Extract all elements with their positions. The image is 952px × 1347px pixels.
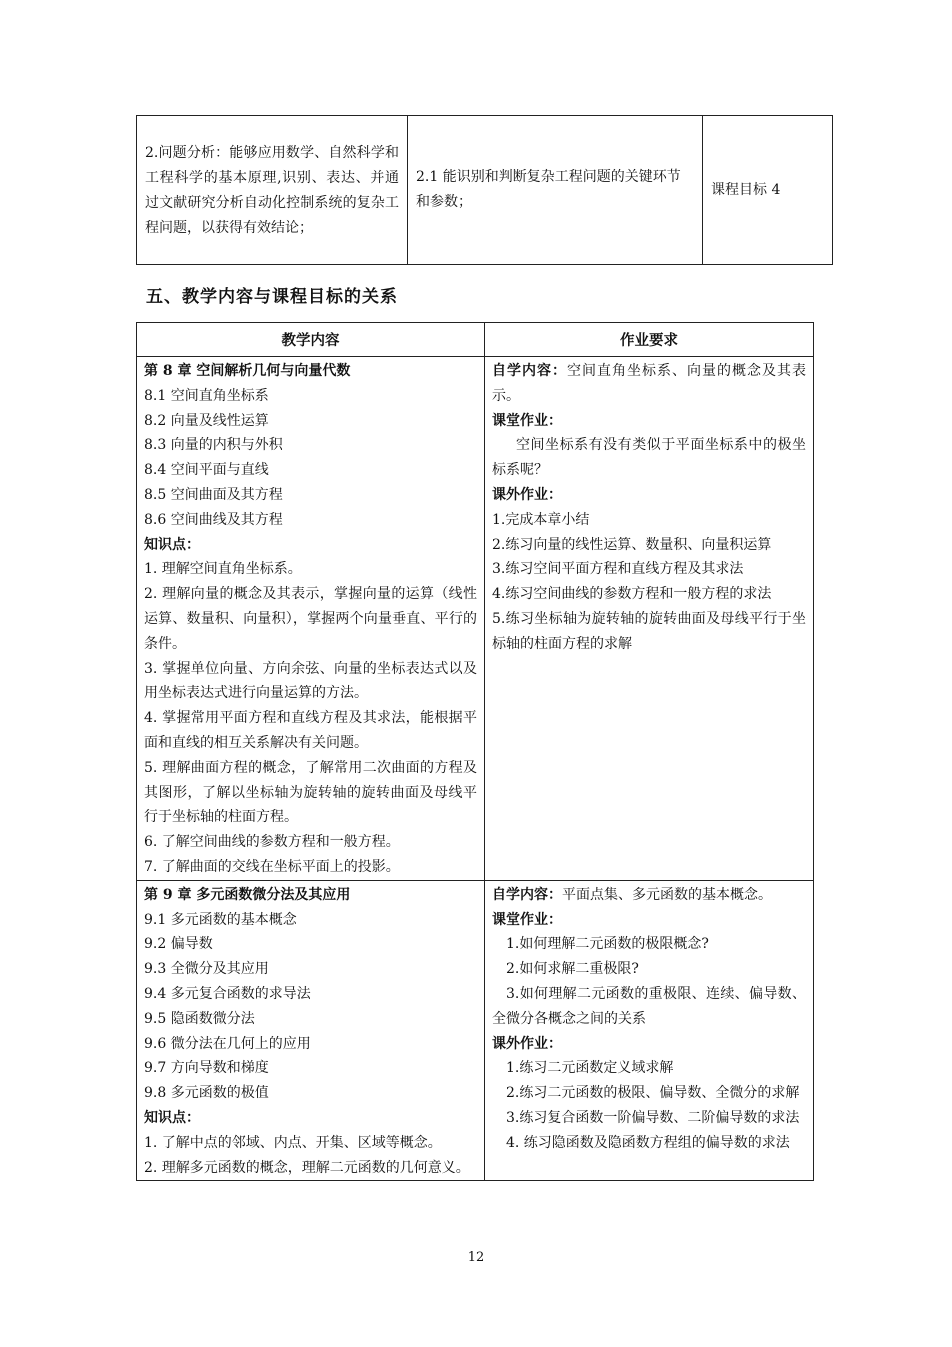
chapter-title: 第 8 章 空间解析几何与向量代数: [144, 363, 351, 379]
table-row: [137, 880, 814, 1181]
section-item: 8.6 空间曲线及其方程: [144, 511, 283, 528]
header-content: 教学内容: [137, 323, 485, 357]
knowledge-item: 1. 理解空间直角坐标系。: [144, 561, 302, 578]
self-study-label: 自学内容：: [492, 363, 567, 379]
section-item: 8.5 空间曲面及其方程: [144, 486, 283, 503]
section-item: 9.6 微分法在几何上的应用: [144, 1035, 311, 1052]
section-item: 9.3 全微分及其应用: [144, 961, 269, 978]
extra-work-item: 3.练习复合函数一阶偏导数、二阶偏导数的求法: [506, 1109, 800, 1126]
indicator-cell: 2.1 能识别和判断复杂工程问题的关键环节和参数；: [408, 116, 703, 265]
content-cell: [137, 357, 485, 881]
class-work-item: 1.如何理解二元函数的极限概念?: [506, 936, 709, 953]
section-item: 9.4 多元复合函数的求导法: [144, 985, 311, 1002]
knowledge-item: 2. 理解向量的概念及其表示，掌握向量的运算（线性运算、数量积、向量积），掌握两个向量垂直、平行的条件。: [144, 586, 477, 652]
section-item: 8.4 空间平面与直线: [144, 462, 269, 479]
table-header-row: [137, 323, 814, 357]
extra-work-label: 课外作业：: [492, 1035, 562, 1052]
section-title: 五、教学内容与课程目标的关系: [146, 287, 398, 307]
extra-work-item: 4.练习空间曲线的参数方程和一般方程的求法: [492, 586, 772, 603]
content-cell: [137, 880, 485, 1181]
section-item: 9.1 多元函数的基本概念: [144, 911, 297, 928]
requirement-cell: 2.问题分析：能够应用数学、自然科学和工程科学的基本原理,识别、表达、并通过文献研究分析自动化控制系统的复杂工程问题，以获得有效结论；: [137, 116, 408, 265]
section-item: 8.1 空间直角坐标系: [144, 387, 269, 404]
knowledge-item: 6. 了解空间曲线的参数方程和一般方程。: [144, 834, 400, 851]
knowledge-item: 1. 了解中点的邻域、内点、开集、区域等概念。: [144, 1134, 442, 1151]
graduation-requirements-table: [136, 115, 833, 265]
section-item: 9.8 多元函数的极值: [144, 1085, 269, 1102]
extra-work-item: 4. 练习隐函数及隐函数方程组的偏导数的求法: [506, 1134, 790, 1151]
extra-work-item: 1.练习二元函数定义域求解: [506, 1060, 674, 1077]
section-item: 9.5 隐函数微分法: [144, 1010, 255, 1027]
class-work-label: 课堂作业：: [492, 911, 562, 928]
homework-cell: [485, 880, 814, 1181]
knowledge-item: 4. 掌握常用平面方程和直线方程及其求法，能根据平面和直线的相互关系解决有关问题。: [144, 710, 477, 751]
table-row: [137, 116, 833, 265]
class-work-item: 3.如何理解二元函数的重极限、连续、偏导数、全微分各概念之间的关系: [492, 985, 806, 1027]
content-goal-table: [136, 322, 814, 1181]
class-work-label: 课堂作业：: [492, 412, 562, 429]
goal-cell: 课程目标 4: [703, 116, 833, 265]
table-row: [137, 357, 814, 881]
knowledge-item: 5. 理解曲面方程的概念，了解常用二次曲面的方程及其图形，了解以坐标轴为旋转轴的旋转曲面及母线平行于坐标轴的柱面方程。: [144, 759, 477, 826]
class-work-item: 空间坐标系有没有类似于平面坐标系中的极坐标系呢？: [492, 437, 806, 479]
extra-work-label: 课外作业：: [492, 486, 562, 503]
header-homework: 作业要求: [485, 323, 814, 357]
self-study-text: 平面点集、多元函数的基本概念。: [562, 886, 772, 903]
section-item: 8.2 向量及线性运算: [144, 412, 269, 429]
class-work-item: 2.如何求解二重极限?: [506, 961, 639, 978]
self-study: [492, 359, 806, 409]
section-item: 9.7 方向导数和梯度: [144, 1060, 269, 1077]
extra-work-item: 1.完成本章小结: [492, 511, 590, 528]
self-study-text: 空间直角坐标系、向量的概念及其表示。: [492, 363, 806, 404]
extra-work-item: 2.练习二元函数的极限、偏导数、全微分的求解: [506, 1085, 800, 1102]
section-item: 8.3 向量的内积与外积: [144, 437, 283, 454]
section-item: 9.2 偏导数: [144, 936, 213, 953]
extra-work-item: 3.练习空间平面方程和直线方程及其求法: [492, 561, 744, 578]
extra-work-item: 2.练习向量的线性运算、数量积、向量积运算: [492, 536, 772, 553]
extra-work-item: 5.练习坐标轴为旋转轴的旋转曲面及母线平行于坐标轴的柱面方程的求解: [492, 610, 806, 652]
knowledge-label: 知识点：: [144, 1109, 200, 1126]
page-number: 12: [467, 1250, 485, 1265]
knowledge-item: 2. 理解多元函数的概念，理解二元函数的几何意义。: [144, 1159, 470, 1176]
self-study-label: 自学内容：: [492, 886, 562, 903]
knowledge-item: 3. 掌握单位向量、方向余弦、向量的坐标表达式以及用坐标表达式进行向量运算的方法。: [144, 660, 477, 702]
chapter-title: 第 9 章 多元函数微分法及其应用: [144, 886, 351, 903]
homework-cell: [485, 357, 814, 881]
self-study: [492, 883, 806, 908]
knowledge-label: 知识点：: [144, 536, 200, 553]
knowledge-item: 7. 了解曲面的交线在坐标平面上的投影。: [144, 858, 400, 875]
